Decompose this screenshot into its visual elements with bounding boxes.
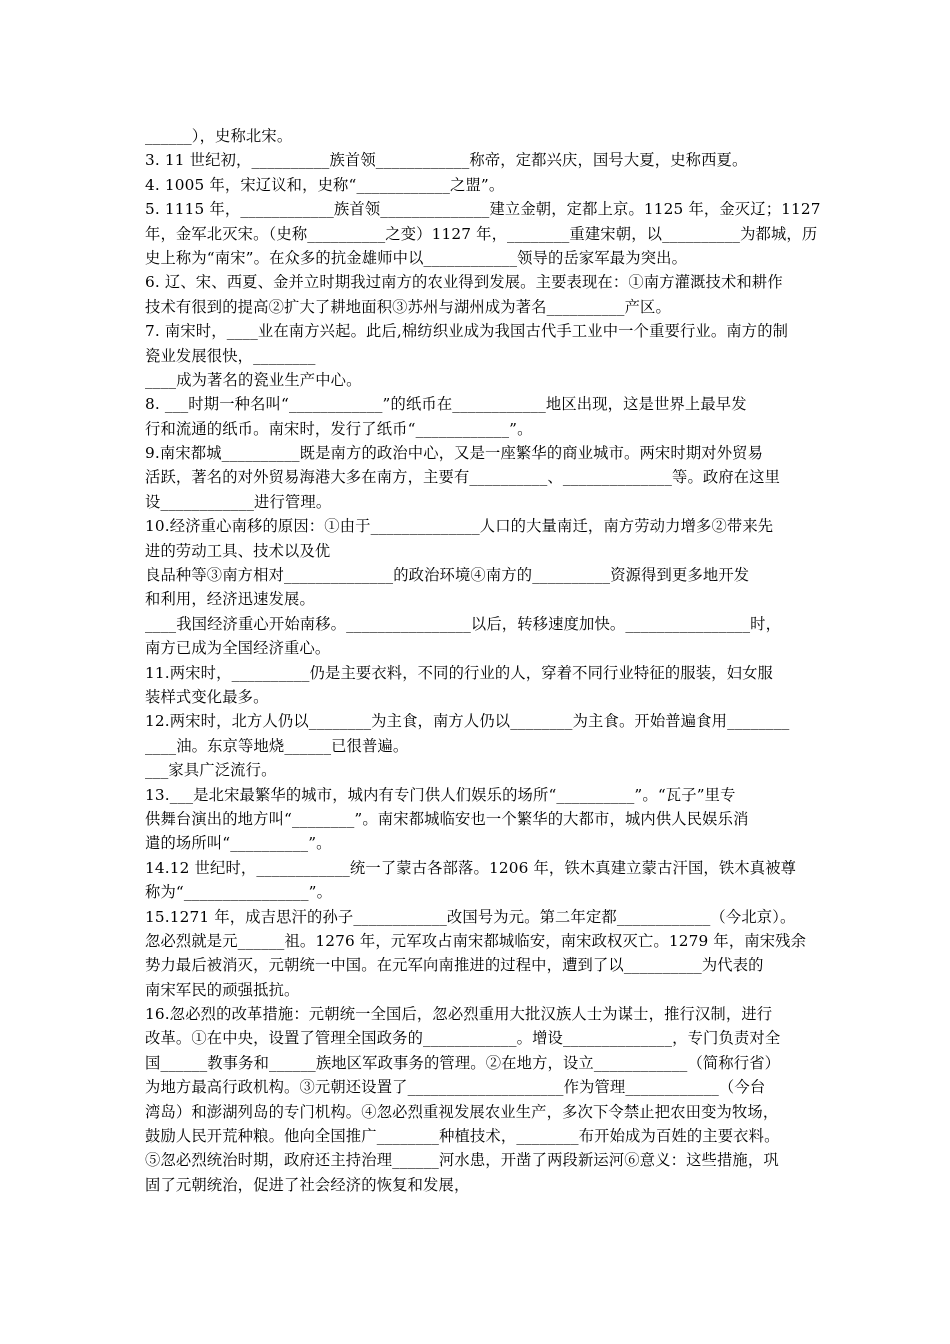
text-line: 11.两宋时，__________仍是主要衣料，不同的行业的人，穿着不同行业特征的服装，妇女服 xyxy=(145,663,773,682)
text-line: ______），史称北宋。 xyxy=(145,127,293,145)
text-line: 称为“________________”。 xyxy=(145,883,333,902)
text-line: 势力最后被消灭，元朝统一中国。在元军向南推进的过程中，遭到了以__________为代表的 xyxy=(145,956,764,975)
text-line: 国______教事务和______族地区军政事务的管理。②在地方，设立____________（简称行省） xyxy=(145,1053,781,1072)
text-line: 活跃，著名的对外贸易海港大多在南方，主要有__________、______________等。政府在这里 xyxy=(145,468,781,487)
text-line: 7. 南宋时，____业在南方兴起。此后,棉纺织业成为我国古代手工业中一个重要行业。南方的制 xyxy=(145,322,789,341)
text-line: 行和流通的纸币。南宋时，发行了纸币“____________”。 xyxy=(145,419,533,438)
text-line: 南宋军民的顽强抵抗。 xyxy=(145,980,300,999)
text-line: 供舞台演出的地方叫“________”。南宋都城临安也一个繁华的大都市，城内供人民娱乐消 xyxy=(145,809,749,828)
text-line: 和利用，经济迅速发展。 xyxy=(145,590,315,609)
text-line: 14.12 世纪时，____________统一了蒙古各部落。1206 年，铁木真建立蒙古汗国，铁木真被尊 xyxy=(145,858,797,877)
text-line: 4. 1005 年，宋辽议和，史称“____________之盟”。 xyxy=(145,175,505,194)
text-line: 8. ___时期一种名叫“____________”的纸币在____________地区出现，这是世界上最早发 xyxy=(145,395,747,414)
document-page xyxy=(145,124,821,1197)
text-line: 16.忽必烈的改革措施：元朝统一全国后，忽必烈重用大批汉族人士为谋士，推行汉制，进行 xyxy=(145,1005,773,1024)
text-line: 15.1271 年，成吉思汗的孙子____________改国号为元。第二年定都____________（今北京）。 xyxy=(145,907,796,926)
text-line: 忽必烈就是元______祖。1276 年，元军攻占南宋都城临安，南宋政权灭亡。1279 年，南宋残余 xyxy=(145,931,807,950)
text-line: 遣的场所叫“__________”。 xyxy=(145,834,332,853)
text-line: 9.南宋都城__________既是南方的政治中心，又是一座繁华的商业城市。两宋时期对外贸易 xyxy=(145,444,764,463)
text-line: 年，金军北灭宋。（史称__________之变）1127 年，________重建宋朝，以__________为都城，历 xyxy=(145,224,818,243)
text-line: 湾岛）和澎湖列岛的专门机构。④忽必烈重视发展农业生产，多次下令禁止把农田变为牧场， xyxy=(145,1102,779,1121)
text-line: 瓷业发展很快，________ xyxy=(145,346,316,365)
text-line: 进的劳动工具、技术以及优 xyxy=(145,541,331,560)
text-line: ____成为著名的瓷业生产中心。 xyxy=(145,370,362,389)
text-line: ⑤忽必烈统治时期，政府还主持治理______河水患，开凿了两段新运河⑥意义：这些措施，巩 xyxy=(145,1151,779,1170)
text-line: ____油。东京等地烧______已很普遍。 xyxy=(145,736,409,755)
text-line: ____我国经济重心开始南移。________________以后，转移速度加快。________________时， xyxy=(145,614,782,633)
text-line: 良品种等③南方相对______________的政治环境④南方的__________资源得到更多地开发 xyxy=(145,566,750,585)
text-line: 10.经济重心南移的原因：①由于______________人口的大量南迁，南方劳动力增多②带来先 xyxy=(145,517,774,536)
text-line: 南方已成为全国经济重心。 xyxy=(145,639,331,658)
text-line: 设____________进行管理。 xyxy=(145,492,332,511)
text-line: 固了元朝统治，促进了社会经济的恢复和发展， xyxy=(145,1175,470,1194)
text-line: 12.两宋时，北方人仍以________为主食，南方人仍以________为主食。开始普遍食用________ xyxy=(145,712,790,731)
text-line: 5. 1115 年，____________族首领______________建立金朝，定都上京。1125 年，金灭辽；1127 xyxy=(145,200,821,219)
text-line: 技术有很到的提高②扩大了耕地面积③苏州与湖州成为著名__________产区。 xyxy=(145,297,671,316)
text-line: 为地方最高行政机构。③元朝还设置了____________________作为管理____________（今台 xyxy=(145,1078,766,1097)
text-line: 史上称为“南宋”。在众多的抗金雄师中以____________领导的岳家军最为突出。 xyxy=(145,248,688,267)
text-line: 6. 辽、宋、西夏、金并立时期我过南方的农业得到发展。主要表现在：①南方灌溉技术和耕作 xyxy=(145,273,783,292)
text-line: 13.___是北宋最繁华的城市，城内有专门供人们娱乐的场所“__________”。“瓦子”里专 xyxy=(145,785,736,804)
text-line: ___家具广泛流行。 xyxy=(145,761,277,780)
text-line: 鼓励人民开荒种粮。他向全国推广________种植技术，________布开始成为百姓的主要衣料。 xyxy=(145,1127,780,1146)
text-line: 3. 11 世纪初，__________族首领____________称帝，定都兴庆，国号大夏，史称西夏。 xyxy=(145,151,748,170)
text-line: 改革。①在中央，设置了管理全国政务的____________。增设______________，专门负责对全 xyxy=(145,1029,781,1048)
text-line: 装样式变化最多。 xyxy=(145,687,269,706)
